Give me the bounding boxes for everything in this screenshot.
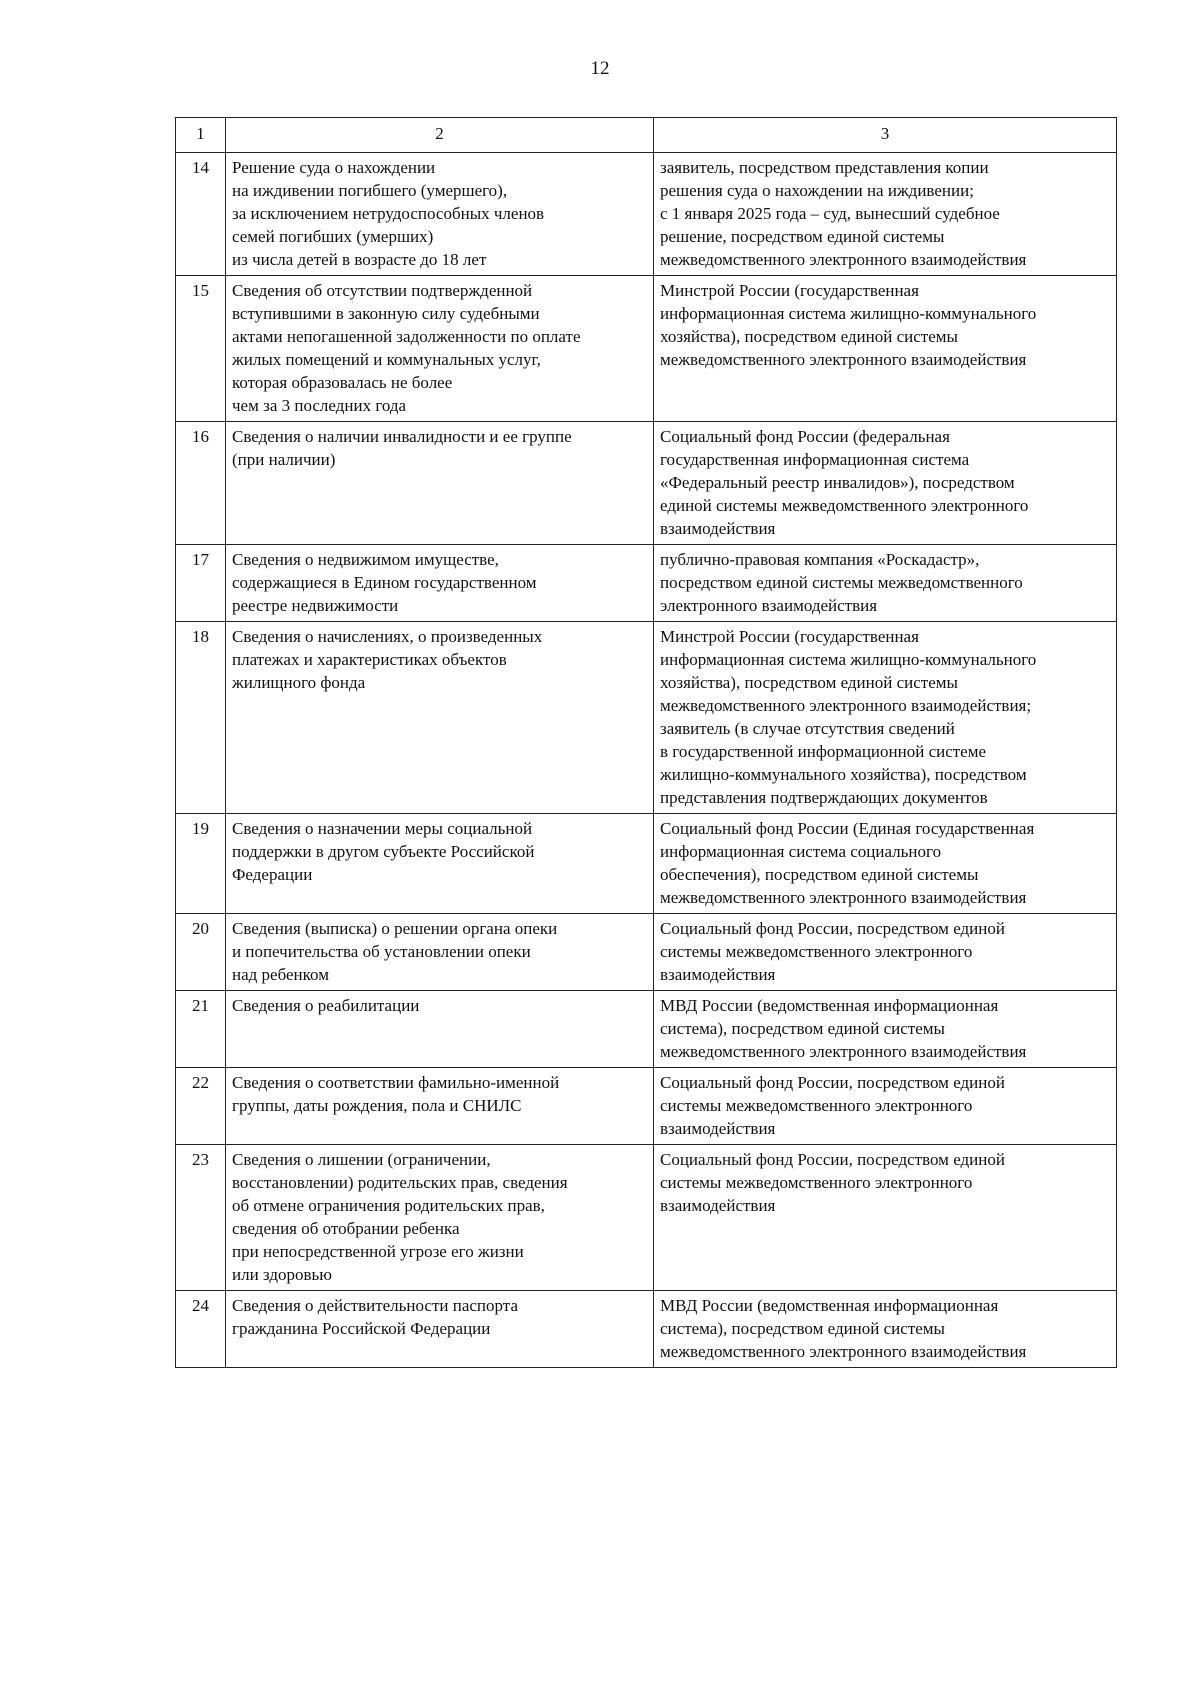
row-number: 14 bbox=[176, 153, 226, 276]
row-number: 16 bbox=[176, 422, 226, 545]
row-number: 24 bbox=[176, 1291, 226, 1368]
document-name: Сведения о назначении меры социальной поддержки в другом субъекте Российской Федерации bbox=[226, 814, 654, 914]
document-name: Сведения о действительности паспорта гражданина Российской Федерации bbox=[226, 1291, 654, 1368]
table-row bbox=[176, 153, 1117, 276]
document-name: Сведения о недвижимом имуществе, содержащиеся в Едином государственном реестре недвижимости bbox=[226, 545, 654, 622]
table-header-row bbox=[176, 118, 1117, 153]
document-source: Минстрой России (государственная информационная система жилищно-коммунального хозяйства), посредством единой системы межведомственного электронного взаимодействия; заявитель (в случае отсутствия сведений в государственной информационной системе жилищно-коммунального хозяйства), посредством представления подтверждающих документов bbox=[654, 622, 1117, 814]
document-source: заявитель, посредством представления копии решения суда о нахождении на иждивении; с 1 января 2025 года – суд, вынесший судебное решение, посредством единой системы межведомственного электронного взаимодействия bbox=[654, 153, 1117, 276]
row-number: 22 bbox=[176, 1068, 226, 1145]
document-source: Социальный фонд России, посредством единой системы межведомственного электронного взаимодействия bbox=[654, 1145, 1117, 1291]
document-name: Сведения о наличии инвалидности и ее группе (при наличии) bbox=[226, 422, 654, 545]
table-row bbox=[176, 814, 1117, 914]
table-row bbox=[176, 622, 1117, 814]
document-name: Сведения об отсутствии подтвержденной вступившими в законную силу судебными актами непогашенной задолженности по оплате жилых помещений и коммунальных услуг, которая образовалась не более чем за 3 последних года bbox=[226, 276, 654, 422]
row-number: 15 bbox=[176, 276, 226, 422]
column-header-2: 2 bbox=[226, 118, 654, 153]
row-number: 17 bbox=[176, 545, 226, 622]
document-source: Социальный фонд России, посредством единой системы межведомственного электронного взаимодействия bbox=[654, 914, 1117, 991]
document-source: МВД России (ведомственная информационная система), посредством единой системы межведомственного электронного взаимодействия bbox=[654, 1291, 1117, 1368]
document-source: МВД России (ведомственная информационная система), посредством единой системы межведомственного электронного взаимодействия bbox=[654, 991, 1117, 1068]
document-source: Социальный фонд России (федеральная государственная информационная система «Федеральный реестр инвалидов»), посредством единой системы межведомственного электронного взаимодействия bbox=[654, 422, 1117, 545]
documents-table bbox=[175, 117, 1117, 1368]
table-row bbox=[176, 422, 1117, 545]
document-name: Решение суда о нахождении на иждивении погибшего (умершего), за исключением нетрудоспособных членов семей погибших (умерших) из числа детей в возрасте до 18 лет bbox=[226, 153, 654, 276]
table-row bbox=[176, 545, 1117, 622]
document-source: публично-правовая компания «Роскадастр», посредством единой системы межведомственного электронного взаимодействия bbox=[654, 545, 1117, 622]
page-number: 12 bbox=[590, 58, 610, 79]
table-row bbox=[176, 914, 1117, 991]
column-header-3: 3 bbox=[654, 118, 1117, 153]
row-number: 23 bbox=[176, 1145, 226, 1291]
column-header-1: 1 bbox=[176, 118, 226, 153]
table-row bbox=[176, 1145, 1117, 1291]
table-row bbox=[176, 276, 1117, 422]
table-row bbox=[176, 1068, 1117, 1145]
row-number: 18 bbox=[176, 622, 226, 814]
row-number: 21 bbox=[176, 991, 226, 1068]
row-number: 20 bbox=[176, 914, 226, 991]
document-name: Сведения (выписка) о решении органа опеки и попечительства об установлении опеки над ребенком bbox=[226, 914, 654, 991]
document-source: Минстрой России (государственная информационная система жилищно-коммунального хозяйства), посредством единой системы межведомственного электронного взаимодействия bbox=[654, 276, 1117, 422]
document-name: Сведения о лишении (ограничении, восстановлении) родительских прав, сведения об отмене ограничения родительских прав, сведения об отобрании ребенка при непосредственной угрозе его жизни или здоровью bbox=[226, 1145, 654, 1291]
document-source: Социальный фонд России (Единая государственная информационная система социального обеспечения), посредством единой системы межведомственного электронного взаимодействия bbox=[654, 814, 1117, 914]
document-name: Сведения о соответствии фамильно-именной группы, даты рождения, пола и СНИЛС bbox=[226, 1068, 654, 1145]
document-name: Сведения о начислениях, о произведенных платежах и характеристиках объектов жилищного фонда bbox=[226, 622, 654, 814]
document-source: Социальный фонд России, посредством единой системы межведомственного электронного взаимодействия bbox=[654, 1068, 1117, 1145]
row-number: 19 bbox=[176, 814, 226, 914]
table-row bbox=[176, 991, 1117, 1068]
document-name: Сведения о реабилитации bbox=[226, 991, 654, 1068]
table-row bbox=[176, 1291, 1117, 1368]
